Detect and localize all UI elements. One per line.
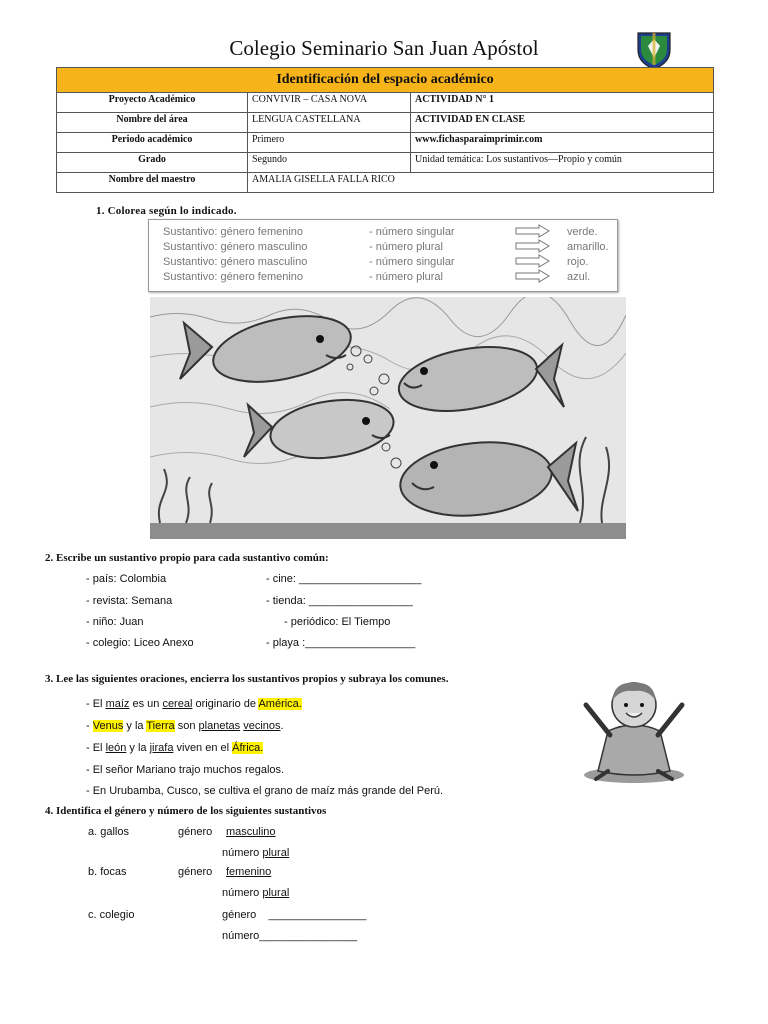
legend-color: azul. [567,271,591,283]
info-table [56,67,714,193]
proper-noun-highlight: Venus [92,720,124,732]
legend-color: amarillo. [567,241,609,253]
text: originario de [192,698,259,710]
page-title: Colegio Seminario San Juan Apóstol [229,36,539,60]
q2-item: - país: Colombia [86,573,167,585]
cell-value: CONVIVIR – CASA NOVA [248,93,411,113]
q4-label: número [222,847,260,859]
q4-blank: ________________ [268,909,367,921]
legend-noun: Sustantivo: género masculino [163,256,308,268]
q4-answer: masculino [226,826,276,838]
text: son [174,720,199,732]
text: . [280,720,284,732]
q4-word: b. focas [88,866,127,878]
fish-coloring-illustration [150,297,626,539]
cell-value: Primero [248,133,411,153]
q2-item: - periódico: El Tiempo [284,616,391,628]
proper-noun-highlight: África. [232,742,264,754]
arrow-right-icon [515,254,551,268]
q4-label: género [178,826,213,838]
arrow-right-icon [515,224,551,238]
q4-word: c. colegio [88,909,135,921]
legend-noun: Sustantivo: género femenino [163,226,304,238]
common-noun: cereal [162,698,193,710]
common-noun: jirafa [149,742,174,754]
cell-label: Proyecto Académico [57,93,248,113]
common-noun: maíz [105,698,130,710]
cell-extra: www.fichasparaimprimir.com [411,133,714,153]
q3-sentence: - El señor Mariano trajo muchos regalos. [86,764,285,776]
q4-label: género [178,866,213,878]
q4-answer: femenino [226,866,272,878]
q2-item: - tienda: _________________ [266,595,413,607]
cell-extra: ACTIVIDAD EN CLASE [411,113,714,133]
q4-num-line [222,887,289,899]
legend-noun: Sustantivo: género masculino [163,241,308,253]
cell-label: Nombre del maestro [57,173,248,193]
cell-value: LENGUA CASTELLANA [248,113,411,133]
text: y la [123,720,147,732]
cell-label: Periodo académico [57,133,248,153]
q4-answer: plural [262,887,290,899]
legend-color: rojo. [567,256,589,268]
legend-number: - número singular [369,256,455,268]
q2-item: - cine: ____________________ [266,573,422,585]
common-noun: vecinos [243,720,281,732]
question-2-title: 2. Escribe un sustantivo propio para cada sustantivo común: [45,552,329,564]
text: - El [86,742,106,754]
q4-label: género [222,909,257,921]
q3-sentence [86,698,302,710]
q3-sentence: - En Urubamba, Cusco, se cultiva el grano de maíz más grande del Perú. [86,785,444,797]
question-4-title: 4. Identifica el género y número de los siguientes sustantivos [45,805,327,817]
q4-answer: plural [262,847,290,859]
q4-label: número [222,930,260,942]
question-1-title: 1. Colorea según lo indicado. [96,205,237,217]
table-row [57,133,714,153]
q4-blank: ________________ [259,930,358,942]
legend-number: - número plural [369,241,443,253]
table-row [57,153,714,173]
color-legend [148,219,618,292]
q2-item: - playa :__________________ [266,637,416,649]
common-noun: planetas [198,720,241,732]
q3-sentence [86,720,284,732]
cell-value: AMALIA GISELLA FALLA RICO [248,173,714,193]
common-noun: león [105,742,127,754]
school-crest-icon [636,30,672,70]
cell-extra: Unidad temática: Los sustantivos—Propio y común [411,153,714,173]
question-3-title: 3. Lee las siguientes oraciones, encierra los sustantivos propios y subraya los comunes. [45,673,449,685]
q2-item: - niño: Juan [86,616,144,628]
cell-label: Grado [57,153,248,173]
proper-noun-highlight: América. [258,698,302,710]
legend-row [163,271,613,287]
info-table-heading: Identificación del espacio académico [57,68,714,93]
text: - [86,720,93,732]
table-row [57,113,714,133]
legend-number: - número plural [369,271,443,283]
arrow-right-icon [515,269,551,283]
girl-illustration [578,675,688,787]
table-row [57,173,714,193]
text: - El [86,698,106,710]
q4-label: número [222,887,260,899]
text: es un [129,698,163,710]
q2-item: - revista: Semana [86,595,173,607]
table-row [57,93,714,113]
legend-noun: Sustantivo: género femenino [163,271,304,283]
q4-num-line [222,930,357,942]
q3-sentence [86,742,263,754]
text: y la [126,742,150,754]
text: viven en el [173,742,233,754]
cell-label: Nombre del área [57,113,248,133]
legend-color: verde. [567,226,598,238]
q4-num-line [222,847,289,859]
arrow-right-icon [515,239,551,253]
cell-value: Segundo [248,153,411,173]
q4-gen-line [222,909,366,921]
cell-extra: ACTIVIDAD N° 1 [411,93,714,113]
q2-item: - colegio: Liceo Anexo [86,637,194,649]
legend-number: - número singular [369,226,455,238]
q4-word: a. gallos [88,826,129,838]
proper-noun-highlight: Tierra [146,720,175,732]
